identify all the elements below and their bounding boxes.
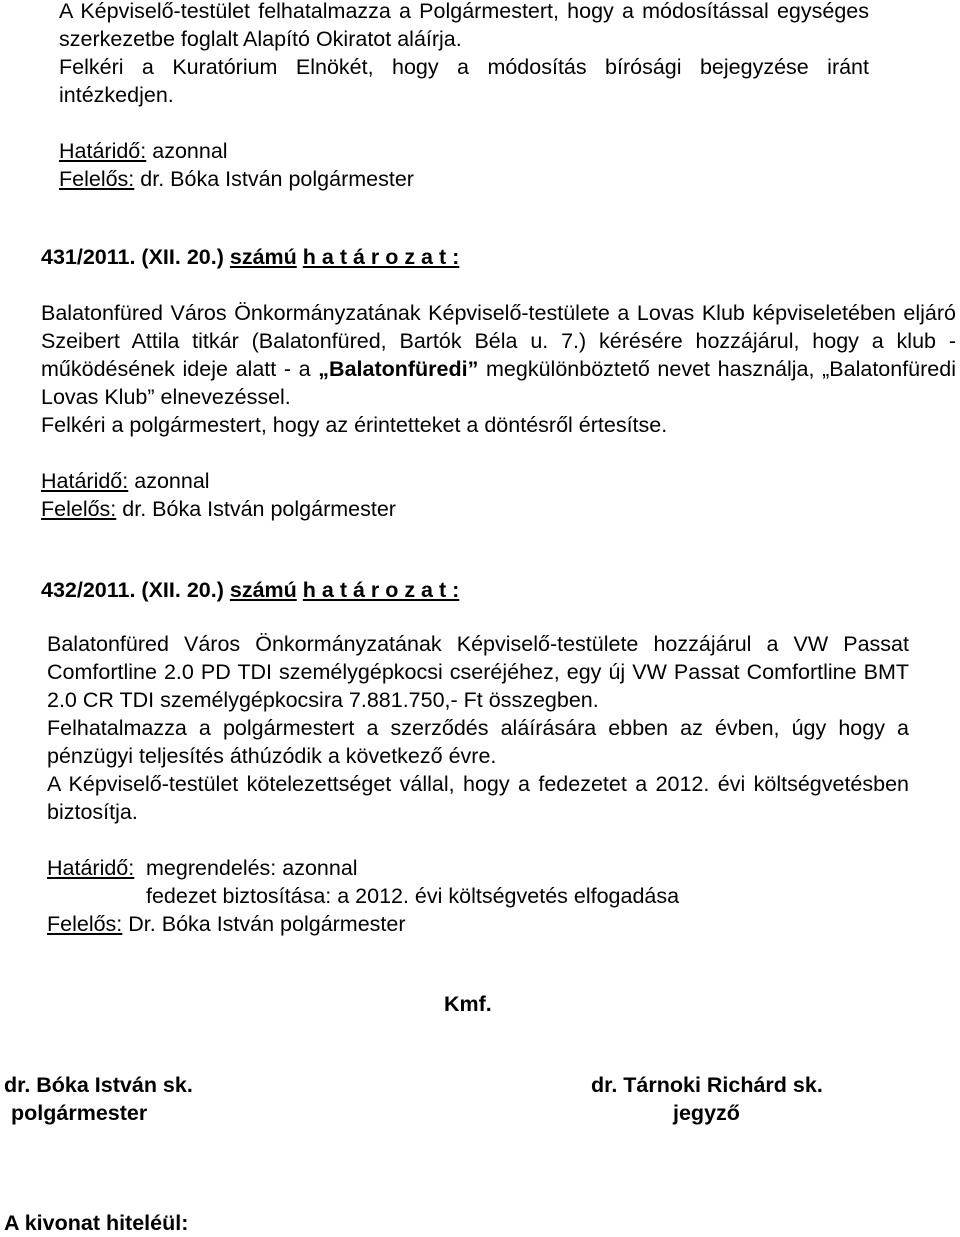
resolution-spaced-title: h a t á r o z a t : — [302, 578, 460, 602]
top-deadline — [59, 137, 869, 165]
resolution-432-deadline — [47, 854, 909, 882]
body-bold-name: „Balatonfüredi” — [318, 357, 479, 381]
kmf-label: Kmf. — [444, 992, 492, 1016]
responsible-value: dr. Bóka István polgármester — [122, 497, 396, 521]
resolution-431-heading — [41, 243, 921, 271]
responsible-label: Felelős: — [41, 497, 117, 521]
body-text-b: megkülönböztető nevet használja, „Balatonfüredi Lovas Klub” elnevezéssel. — [41, 357, 956, 409]
responsible-value: Dr. Bóka István polgármester — [128, 912, 406, 936]
signature-left-name: dr. Bóka István sk. — [4, 1073, 193, 1097]
signature-right-name: dr. Tárnoki Richárd sk. — [591, 1073, 823, 1097]
responsible-value: dr. Bóka István polgármester — [140, 167, 414, 191]
deadline-line-1: megrendelés: azonnal — [146, 856, 358, 880]
resolution-432-para-3: A Képviselő-testület kötelezettséget vállal, hogy a fedezetet a 2012. évi költségvetésben biztosítja. — [47, 772, 909, 824]
top-paragraph-2: Felkéri a Kuratórium Elnökét, hogy a módosítás bírósági bejegyzése iránt intézkedjen. — [59, 55, 869, 107]
resolution-431-body — [41, 299, 956, 523]
resolution-word: számú — [229, 578, 297, 602]
signature-left-title: polgármester — [11, 1101, 148, 1125]
deadline-value: azonnal — [134, 469, 210, 493]
deadline-label: Határidő: — [47, 856, 135, 880]
resolution-word: számú — [229, 245, 297, 269]
resolution-spaced-title: h a t á r o z a t : — [302, 245, 460, 269]
resolution-432-heading — [41, 576, 921, 604]
resolution-432-body — [47, 630, 909, 938]
deadline-label: Határidő: — [41, 469, 129, 493]
resolution-number: 432/2011. (XII. 20.) — [41, 578, 224, 602]
resolution-432-responsible — [47, 910, 909, 938]
resolution-431-text-2: Felkéri a polgármestert, hogy az érintetteket a döntésről értesítse. — [41, 413, 668, 437]
resolution-432-para-1: Balatonfüred Város Önkormányzatának Képviselő-testülete hozzájárul a VW Passat Comfortline 2.0 PD TDI személygépkocsi cseréjéhez, egy új VW Passat Comfortline BMT 2.0 CR TDI személygépkocsira 7.881.750,- Ft összegben. — [47, 632, 909, 712]
resolution-431-text — [41, 299, 956, 411]
deadline-label: Határidő: — [59, 139, 147, 163]
deadline-line-2: fedezet biztosítása: a 2012. évi költségvetés elfogadása — [146, 884, 680, 908]
resolution-number: 431/2011. (XII. 20.) — [41, 245, 224, 269]
signature-right-title: jegyző — [673, 1101, 740, 1125]
resolution-432-deadline-2 — [47, 882, 909, 910]
top-responsible — [59, 165, 869, 193]
responsible-label: Felelős: — [59, 167, 135, 191]
resolution-431-deadline — [41, 467, 956, 495]
deadline-value: azonnal — [152, 139, 228, 163]
certified-extract-label: A kivonat hiteléül: — [4, 1211, 189, 1235]
responsible-label: Felelős: — [47, 912, 123, 936]
resolution-432-para-2: Felhatalmazza a polgármestert a szerződés aláírására ebben az évben, úgy hogy a pénzügyi teljesítés áthúzódik a következő évre. — [47, 716, 909, 768]
resolution-431-responsible — [41, 495, 956, 523]
body-text-a: Balatonfüred Város Önkormányzatának Képviselő-testülete a Lovas Klub képviseletében eljáró Szeibert Attila titkár (Balatonfüred, Bartók Béla u. 7.) kérésére hozzájárul, hogy a klub - működésének ideje alatt - a — [41, 301, 956, 381]
top-section — [59, 0, 869, 193]
top-paragraph-1: A Képviselő-testület felhatalmazza a Polgármestert, hogy a módosítással egységes szerkezetbe foglalt Alapító Okiratot aláírja. — [59, 0, 869, 51]
